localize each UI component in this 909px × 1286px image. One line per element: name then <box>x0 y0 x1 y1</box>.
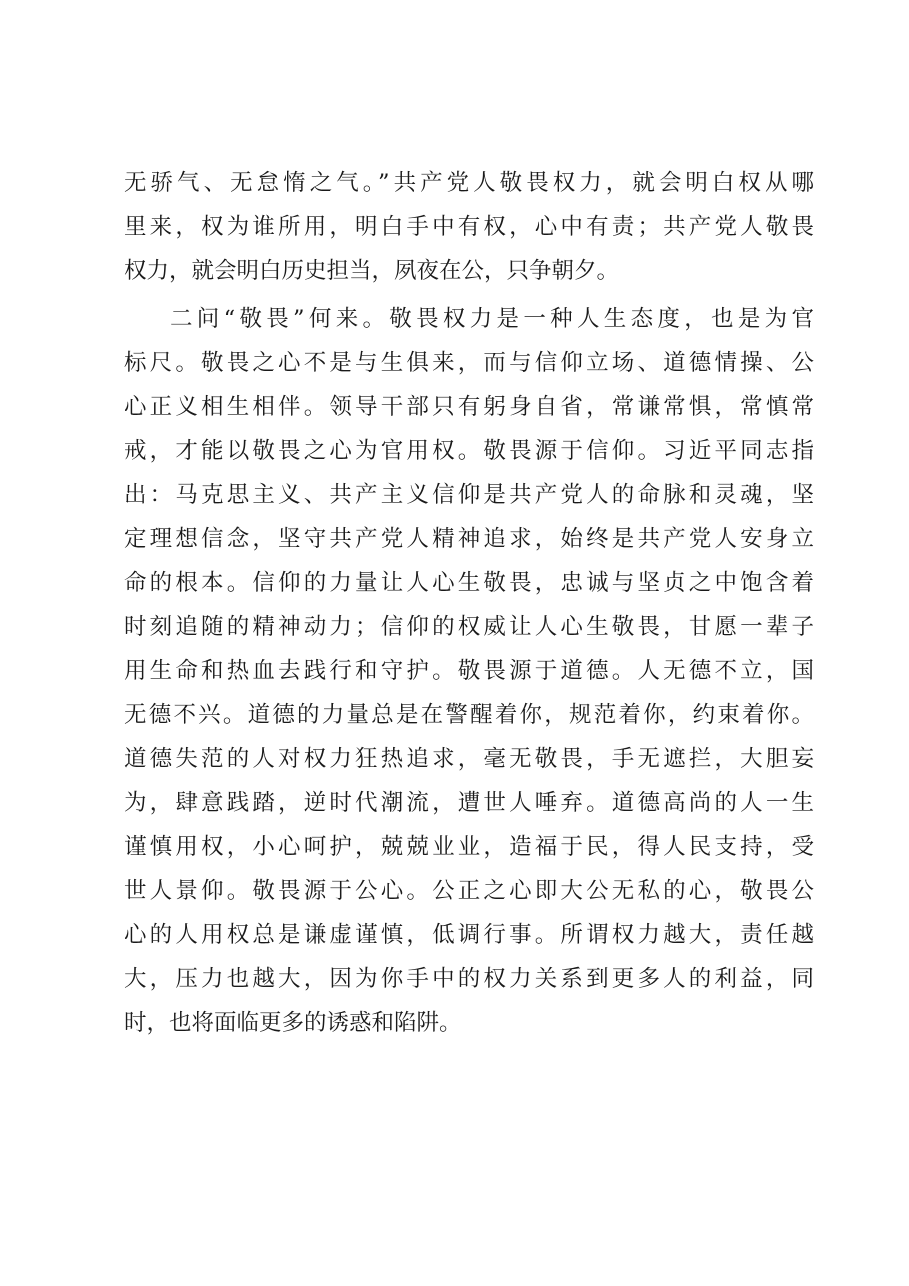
paragraph-2-line-9: 用生命和热血去践行和守护。敬畏源于道德。人无德不立，国 <box>124 658 814 684</box>
paragraph-2-line-7: 命的根本。信仰的力量让人心生敬畏，忠诚与坚贞之中饱含着 <box>124 570 814 596</box>
paragraph-2-line-15: 心的人用权总是谦虚谨慎，低调行事。所谓权力越大，责任越 <box>124 922 814 948</box>
paragraph-2-line-3: 心正义相生相伴。领导干部只有躬身自省，常谦常惧，常慎常 <box>124 394 814 420</box>
paragraph-2-line-17: 时，也将面临更多的诱惑和陷阱。 <box>124 1010 462 1036</box>
paragraph-2-line-10: 无德不兴。道德的力量总是在警醒着你，规范着你，约束着你。 <box>124 702 814 728</box>
paragraph-2-line-13: 谨慎用权，小心呵护，兢兢业业，造福于民，得人民支持，受 <box>124 834 814 860</box>
paragraph-2 <box>124 297 814 1045</box>
paragraph-2-line-14: 世人景仰。敬畏源于公心。公正之心即大公无私的心，敬畏公 <box>124 878 814 904</box>
paragraph-2-line-1: 二问“敬畏”何来。敬畏权力是一种人生态度，也是为官 <box>170 306 814 332</box>
paragraph-1-line-2: 里来，权为谁所用，明白手中有权，心中有责；共产党人敬畏 <box>124 214 814 240</box>
paragraph-2-line-2: 标尺。敬畏之心不是与生俱来，而与信仰立场、道德情操、公 <box>124 350 814 376</box>
paragraph-2-line-4: 戒，才能以敬畏之心为官用权。敬畏源于信仰。习近平同志指 <box>124 438 814 464</box>
paragraph-1 <box>124 161 814 293</box>
paragraph-2-line-12: 为，肆意践踏，逆时代潮流，遭世人唾弃。道德高尚的人一生 <box>124 790 814 816</box>
paragraph-2-line-6: 定理想信念，坚守共产党人精神追求，始终是共产党人安身立 <box>124 526 814 552</box>
paragraph-2-line-16: 大，压力也越大，因为你手中的权力关系到更多人的利益，同 <box>124 966 814 992</box>
paragraph-1-line-1: 无骄气、无怠惰之气。”共产党人敬畏权力，就会明白权从哪 <box>124 170 814 196</box>
paragraph-2-line-5: 出：马克思主义、共产主义信仰是共产党人的命脉和灵魂，坚 <box>124 482 814 508</box>
paragraph-2-line-8: 时刻追随的精神动力；信仰的权威让人心生敬畏，甘愿一辈子 <box>124 614 814 640</box>
paragraph-2-line-11: 道德失范的人对权力狂热追求，毫无敬畏，手无遮拦，大胆妄 <box>124 746 814 772</box>
paragraph-1-line-3: 权力，就会明白历史担当，夙夜在公，只争朝夕。 <box>124 258 620 284</box>
